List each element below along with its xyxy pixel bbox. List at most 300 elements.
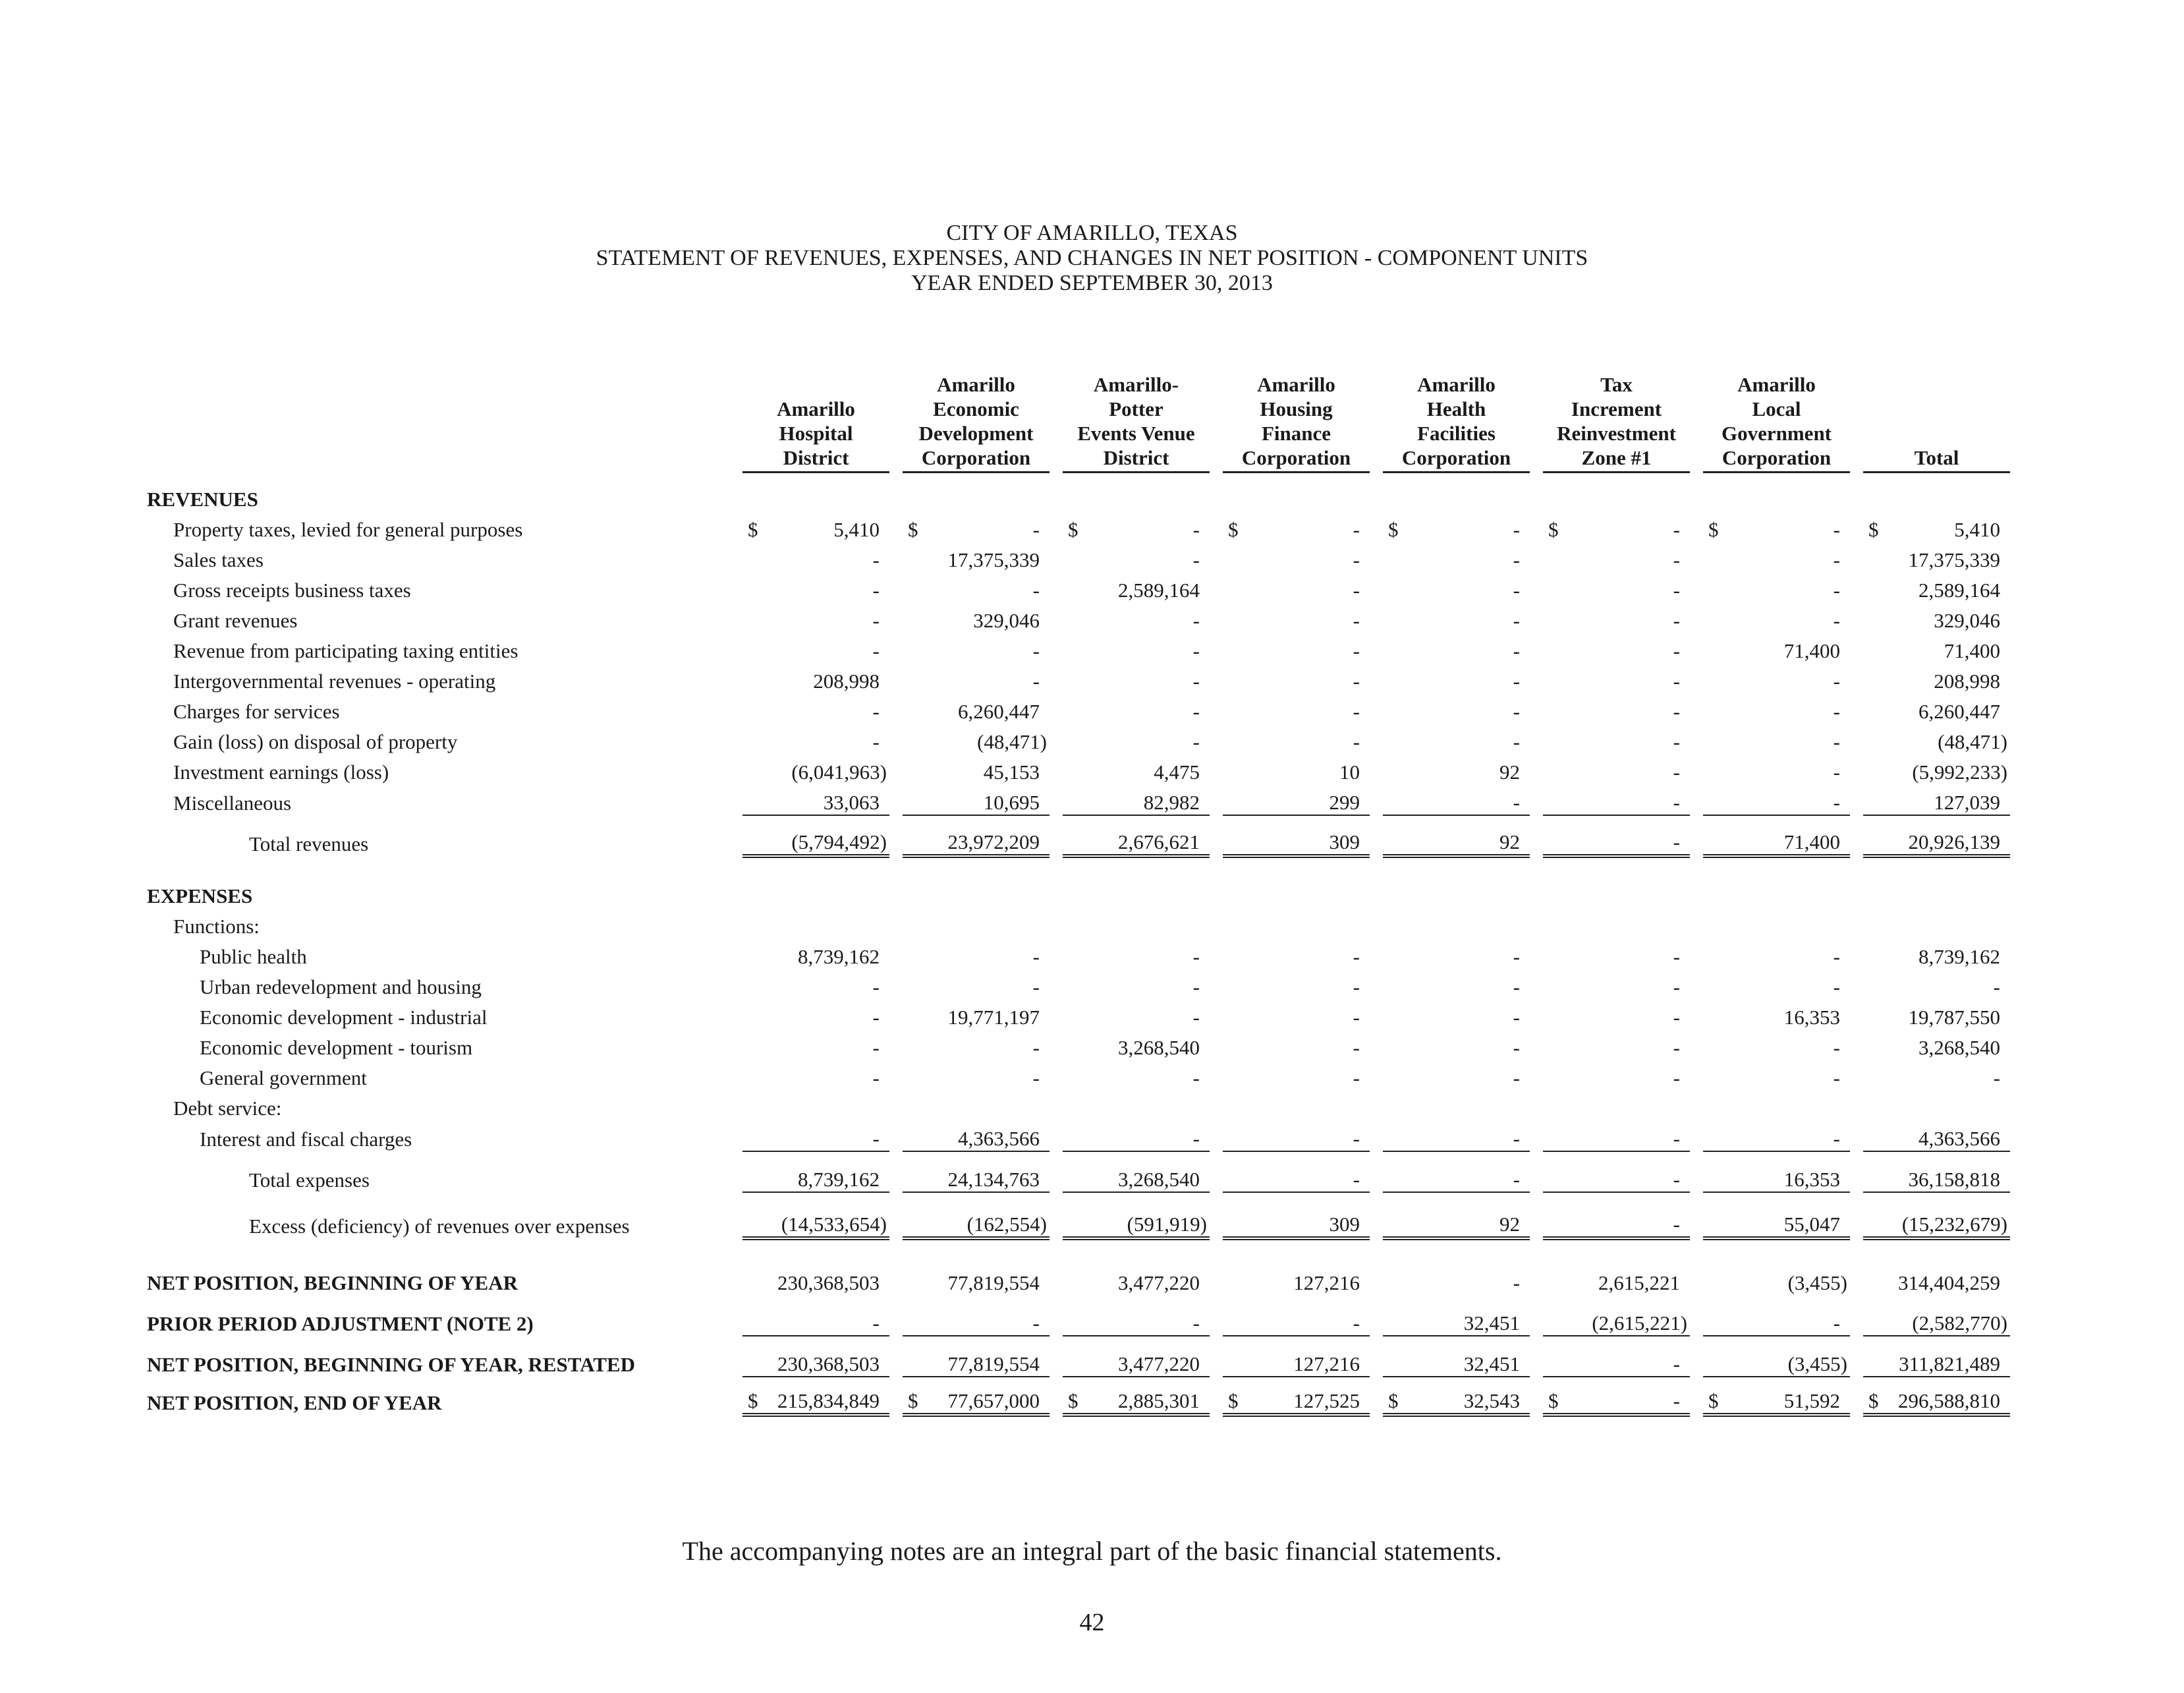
column-gap xyxy=(1210,633,1223,663)
column-gap xyxy=(1370,511,1383,542)
amount-cell xyxy=(922,754,1050,784)
amount-value: - xyxy=(1353,579,1360,602)
currency-symbol xyxy=(903,1029,922,1060)
amount-value: 92 xyxy=(1499,760,1520,784)
currency-symbol xyxy=(1863,663,1883,693)
amount-value: - xyxy=(1032,975,1040,998)
column-gap xyxy=(1210,1238,1223,1295)
amount-value: 2,589,164 xyxy=(1118,579,1200,602)
column-gap xyxy=(1530,1151,1543,1192)
amount-value: - xyxy=(1192,1006,1200,1029)
column-gap xyxy=(1050,815,1063,856)
amount-value: - xyxy=(1673,975,1680,998)
amount-cell xyxy=(922,542,1050,572)
column-gap xyxy=(1690,511,1703,542)
column-gap xyxy=(1690,633,1703,663)
column-gap xyxy=(1530,754,1543,784)
currency-symbol xyxy=(903,754,922,784)
amount-cell xyxy=(1243,542,1370,572)
amount-cell xyxy=(1243,999,1370,1029)
currency-symbol xyxy=(1383,602,1403,633)
column-gap xyxy=(1690,1295,1703,1336)
line-item-label: Charges for services xyxy=(173,700,340,723)
amount-value: - xyxy=(1353,1168,1360,1191)
amount-cell xyxy=(1563,1151,1690,1192)
amount-cell xyxy=(1243,1151,1370,1192)
currency-symbol xyxy=(1063,1151,1082,1192)
currency-symbol xyxy=(1063,572,1082,602)
column-gap xyxy=(1050,542,1063,572)
column-gap xyxy=(1050,1238,1063,1295)
amount-cell xyxy=(922,572,1050,602)
amount-cell xyxy=(762,602,889,633)
column-gap xyxy=(1690,693,1703,724)
currency-symbol xyxy=(1703,754,1723,784)
currency-symbol xyxy=(1703,1295,1723,1336)
amount-value: - xyxy=(1673,1389,1680,1412)
currency-symbol xyxy=(742,999,762,1029)
amount-cell xyxy=(1563,542,1690,572)
amount-cell xyxy=(1883,1151,2010,1192)
amount-cell xyxy=(762,938,889,969)
column-gap xyxy=(1690,1377,1703,1415)
amount-cell xyxy=(1243,602,1370,633)
amount-value: - xyxy=(1673,760,1680,784)
amount-cell xyxy=(1243,572,1370,602)
amount-value: 77,657,000 xyxy=(947,1389,1040,1412)
amount-value: 3,477,220 xyxy=(1118,1352,1200,1375)
column-gap xyxy=(1050,1060,1063,1090)
currency-symbol xyxy=(1223,754,1243,784)
line-item-label: Gross receipts business taxes xyxy=(173,579,411,602)
column-gap xyxy=(889,693,903,724)
column-gap xyxy=(1850,542,1863,572)
column-header-line: Facilities xyxy=(1417,422,1496,445)
column-gap xyxy=(1850,815,1863,856)
column-gap xyxy=(889,815,903,856)
amount-value: - xyxy=(1673,1006,1680,1029)
column-gap xyxy=(1850,938,1863,969)
currency-symbol xyxy=(742,1151,762,1192)
currency-symbol xyxy=(1223,1295,1243,1336)
amount-value: - xyxy=(1192,1311,1200,1334)
column-header-line xyxy=(742,372,889,397)
amount-cell xyxy=(1403,938,1530,969)
column-gap xyxy=(889,1060,903,1090)
column-gap xyxy=(1210,724,1223,754)
column-header-line: Amarillo xyxy=(1737,373,1816,396)
amount-cell xyxy=(762,1060,889,1090)
column-gap xyxy=(889,633,903,663)
currency-symbol xyxy=(1863,754,1883,784)
amount-cell xyxy=(1403,633,1530,663)
column-header-1 xyxy=(903,372,1050,473)
amount-value: - xyxy=(872,730,880,753)
amount-value: 20,926,139 xyxy=(1908,830,2000,853)
amount-value: - xyxy=(1833,1066,1840,1089)
currency-symbol xyxy=(742,1238,762,1295)
column-gap xyxy=(1530,633,1543,663)
amount-cell xyxy=(1243,1060,1370,1090)
currency-symbol xyxy=(1543,724,1563,754)
amount-cell xyxy=(1563,1336,1690,1377)
column-gap xyxy=(1370,572,1383,602)
amount-value: 314,404,259 xyxy=(1898,1271,2000,1294)
amount-value: 6,260,447 xyxy=(958,700,1040,723)
column-gap xyxy=(1210,969,1223,999)
amount-value: (3,455) xyxy=(1787,1271,1847,1294)
column-gap xyxy=(1210,693,1223,724)
amount-cell xyxy=(1243,754,1370,784)
currency-symbol xyxy=(742,724,762,754)
amount-cell xyxy=(1883,724,2010,754)
column-header-line: Tax xyxy=(1600,373,1633,396)
currency-symbol xyxy=(1223,724,1243,754)
amount-cell xyxy=(762,1336,889,1377)
line-item-label: Public health xyxy=(200,945,307,968)
amount-value: 208,998 xyxy=(813,670,880,693)
amount-cell xyxy=(922,815,1050,856)
amount-value: 32,451 xyxy=(1463,1352,1520,1375)
amount-value: 127,216 xyxy=(1293,1271,1360,1294)
amount-value: 5,410 xyxy=(833,518,880,541)
amount-cell xyxy=(1243,511,1370,542)
amount-value: - xyxy=(1513,1006,1520,1029)
amount-value: - xyxy=(1513,1168,1520,1191)
amount-cell xyxy=(1723,1029,1850,1060)
amount-value: 2,589,164 xyxy=(1918,579,2000,602)
amount-cell xyxy=(1082,969,1210,999)
currency-symbol: $ xyxy=(903,1377,922,1415)
amount-cell xyxy=(1883,754,2010,784)
amount-value: - xyxy=(1833,945,1840,968)
amount-value: - xyxy=(1833,700,1840,723)
amount-cell xyxy=(1563,1295,1690,1336)
line-item-row xyxy=(147,1029,2010,1060)
column-header-line: Economic xyxy=(933,397,1019,420)
currency-symbol xyxy=(1703,1120,1723,1151)
column-header-line: Amarillo xyxy=(1257,373,1335,396)
column-gap xyxy=(1050,969,1063,999)
column-header-line: Corporation xyxy=(1401,446,1511,469)
line-item-row xyxy=(147,602,2010,633)
amount-value: - xyxy=(1032,579,1040,602)
currency-symbol xyxy=(1223,693,1243,724)
currency-symbol xyxy=(1223,663,1243,693)
currency-symbol xyxy=(1543,969,1563,999)
amount-value: - xyxy=(1513,730,1520,753)
column-gap xyxy=(1210,1151,1223,1192)
amount-cell xyxy=(1082,754,1210,784)
amount-value: 2,885,301 xyxy=(1118,1389,1200,1412)
currency-symbol xyxy=(1223,542,1243,572)
currency-symbol xyxy=(903,1151,922,1192)
column-gap xyxy=(1050,663,1063,693)
amount-cell xyxy=(1883,1238,2010,1295)
column-header-7 xyxy=(1863,372,2010,473)
amount-value: - xyxy=(1032,1066,1040,1089)
amount-value: - xyxy=(1673,639,1680,662)
amount-value: - xyxy=(1673,1168,1680,1191)
currency-symbol xyxy=(742,784,762,815)
column-gap xyxy=(1690,1151,1703,1192)
amount-cell xyxy=(1723,784,1850,815)
amount-value: - xyxy=(1353,609,1360,632)
currency-symbol xyxy=(1863,602,1883,633)
line-item-row xyxy=(147,815,2010,856)
amount-value: 32,451 xyxy=(1463,1311,1520,1334)
line-item-label: Excess (deficiency) of revenues over expenses xyxy=(249,1215,630,1238)
currency-symbol: $ xyxy=(1708,518,1719,541)
column-header-line xyxy=(1863,421,2010,445)
amount-value: - xyxy=(1673,518,1680,541)
amount-cell xyxy=(1723,693,1850,724)
column-gap xyxy=(1690,1029,1703,1060)
column-gap xyxy=(1530,511,1543,542)
column-gap xyxy=(1210,815,1223,856)
amount-cell xyxy=(1243,969,1370,999)
currency-symbol xyxy=(742,1120,762,1151)
amount-value: 19,787,550 xyxy=(1908,1006,2000,1029)
column-gap xyxy=(1370,1151,1383,1192)
currency-symbol xyxy=(1703,1151,1723,1192)
line-item-row xyxy=(147,1336,2010,1377)
header-gap xyxy=(1850,372,1863,473)
amount-cell xyxy=(1723,572,1850,602)
column-gap xyxy=(1530,693,1543,724)
currency-symbol xyxy=(1703,784,1723,815)
currency-symbol: $ xyxy=(1548,518,1559,541)
currency-symbol xyxy=(742,633,762,663)
amount-value: 10 xyxy=(1339,760,1360,784)
amount-value: (5,794,492) xyxy=(791,830,887,853)
amount-cell xyxy=(1082,1192,1210,1238)
column-header-line: Corporation xyxy=(1722,446,1832,469)
currency-symbol xyxy=(1383,938,1403,969)
page-number: 42 xyxy=(1079,1609,1105,1636)
amount-cell xyxy=(1883,1120,2010,1151)
currency-symbol xyxy=(1863,938,1883,969)
amount-cell xyxy=(1563,602,1690,633)
column-gap xyxy=(1370,1192,1383,1238)
amount-cell xyxy=(762,724,889,754)
amount-value: 10,695 xyxy=(983,791,1040,814)
amount-cell xyxy=(1082,1029,1210,1060)
amount-value: - xyxy=(1513,1036,1520,1059)
currency-symbol xyxy=(1383,815,1403,856)
currency-symbol xyxy=(1543,1029,1563,1060)
amount-cell xyxy=(1243,938,1370,969)
currency-symbol xyxy=(1063,693,1082,724)
amount-value: - xyxy=(1513,975,1520,998)
amount-cell xyxy=(1563,511,1690,542)
currency-symbol xyxy=(1383,633,1403,663)
amount-value: 2,676,621 xyxy=(1118,830,1200,853)
amount-value: - xyxy=(1673,791,1680,814)
column-gap xyxy=(1530,1238,1543,1295)
column-gap xyxy=(889,724,903,754)
column-gap xyxy=(1050,938,1063,969)
currency-symbol xyxy=(903,999,922,1029)
currency-symbol xyxy=(742,1295,762,1336)
currency-symbol xyxy=(903,1295,922,1336)
amount-value: 17,375,339 xyxy=(947,548,1040,571)
amount-cell xyxy=(1563,1377,1690,1415)
amount-cell xyxy=(1403,1377,1530,1415)
column-header-line: Development xyxy=(918,422,1034,445)
column-gap xyxy=(1530,815,1543,856)
column-gap xyxy=(1850,969,1863,999)
column-gap xyxy=(1050,1377,1063,1415)
amount-cell xyxy=(1883,938,2010,969)
column-gap xyxy=(1690,1060,1703,1090)
line-item-row xyxy=(147,1060,2010,1090)
amount-value: 296,588,810 xyxy=(1898,1389,2000,1412)
amount-cell xyxy=(1082,1120,1210,1151)
column-gap xyxy=(1690,815,1703,856)
amount-cell xyxy=(1883,784,2010,815)
column-gap xyxy=(1370,815,1383,856)
line-item-row xyxy=(147,754,2010,784)
amount-cell xyxy=(1723,1151,1850,1192)
amount-value: - xyxy=(1353,518,1360,541)
column-header-6 xyxy=(1703,372,1850,473)
line-item-row xyxy=(147,1377,2010,1415)
amount-cell xyxy=(1563,754,1690,784)
currency-symbol xyxy=(742,969,762,999)
column-header-line: Reinvestment xyxy=(1557,422,1676,445)
amount-cell xyxy=(1563,784,1690,815)
currency-symbol: $ xyxy=(1068,518,1078,541)
amount-value: - xyxy=(872,975,880,998)
currency-symbol xyxy=(1863,633,1883,663)
column-gap xyxy=(1850,1060,1863,1090)
amount-value: 16,353 xyxy=(1783,1006,1840,1029)
currency-symbol xyxy=(1863,1060,1883,1090)
amount-value: - xyxy=(1192,700,1200,723)
amount-cell xyxy=(1403,602,1530,633)
currency-symbol xyxy=(1543,633,1563,663)
amount-value: - xyxy=(1353,730,1360,753)
column-gap xyxy=(1690,1238,1703,1295)
amount-cell xyxy=(922,1377,1050,1415)
line-item-row xyxy=(147,969,2010,999)
line-item-row xyxy=(147,1295,2010,1336)
currency-symbol xyxy=(1703,815,1723,856)
amount-cell xyxy=(1082,693,1210,724)
amount-value: 77,819,554 xyxy=(947,1352,1040,1375)
amount-cell xyxy=(1243,815,1370,856)
amount-cell xyxy=(1563,1060,1690,1090)
column-gap xyxy=(1690,754,1703,784)
amount-value: 8,739,162 xyxy=(798,1168,880,1191)
amount-cell xyxy=(762,1238,889,1295)
amount-value: - xyxy=(1353,1127,1360,1150)
currency-symbol xyxy=(742,602,762,633)
currency-symbol xyxy=(1703,1238,1723,1295)
column-gap xyxy=(1050,724,1063,754)
amount-cell xyxy=(1082,1151,1210,1192)
amount-value: - xyxy=(1673,945,1680,968)
statement-header xyxy=(0,221,2184,296)
currency-symbol xyxy=(1863,1336,1883,1377)
amount-value: - xyxy=(1192,730,1200,753)
amount-cell xyxy=(922,938,1050,969)
amount-value: - xyxy=(1513,700,1520,723)
line-item-row xyxy=(147,1151,2010,1192)
column-header-line: Local xyxy=(1752,397,1801,420)
amount-cell xyxy=(1082,724,1210,754)
currency-symbol xyxy=(1703,633,1723,663)
amount-value: - xyxy=(1833,579,1840,602)
currency-symbol xyxy=(1543,1151,1563,1192)
amount-value: - xyxy=(1833,975,1840,998)
amount-value: 127,525 xyxy=(1293,1389,1360,1412)
amount-value: 16,353 xyxy=(1783,1168,1840,1191)
currency-symbol xyxy=(1863,693,1883,724)
amount-cell xyxy=(762,999,889,1029)
column-header-line: Amarillo xyxy=(1417,373,1496,396)
column-header-line: Total xyxy=(1914,446,1959,469)
amount-cell xyxy=(1883,693,2010,724)
amount-cell xyxy=(1082,1238,1210,1295)
line-item-row xyxy=(147,572,2010,602)
section-heading-row xyxy=(147,473,2010,512)
column-gap xyxy=(1850,602,1863,633)
currency-symbol xyxy=(1863,1151,1883,1192)
amount-value: 299 xyxy=(1329,791,1360,814)
amount-cell xyxy=(1403,724,1530,754)
column-gap xyxy=(1530,969,1543,999)
amount-value: 3,477,220 xyxy=(1118,1271,1200,1294)
currency-symbol xyxy=(1703,1192,1723,1238)
amount-value: - xyxy=(1192,1127,1200,1150)
column-gap xyxy=(1370,542,1383,572)
currency-symbol xyxy=(903,633,922,663)
amount-value: - xyxy=(1192,975,1200,998)
amount-cell xyxy=(1563,1238,1690,1295)
column-header-line: Corporation xyxy=(1241,446,1351,469)
amount-cell xyxy=(1082,633,1210,663)
column-gap xyxy=(1530,663,1543,693)
amount-cell xyxy=(1243,1336,1370,1377)
amount-cell xyxy=(1723,938,1850,969)
column-gap xyxy=(1210,1336,1223,1377)
header-gap xyxy=(1370,372,1383,473)
amount-value: - xyxy=(1513,791,1520,814)
amount-value: - xyxy=(1673,700,1680,723)
column-gap xyxy=(1050,1029,1063,1060)
amount-cell xyxy=(1403,1151,1530,1192)
column-gap xyxy=(1370,1336,1383,1377)
column-gap xyxy=(1850,1377,1863,1415)
amount-value: 36,158,818 xyxy=(1908,1168,2000,1191)
currency-symbol: $ xyxy=(1383,1377,1403,1415)
amount-value: - xyxy=(1032,945,1040,968)
amount-value: - xyxy=(1673,1352,1680,1375)
column-gap xyxy=(1370,1377,1383,1415)
amount-value: (14,533,654) xyxy=(781,1213,887,1236)
amount-value: 92 xyxy=(1499,1213,1520,1236)
amount-value: 71,400 xyxy=(1944,639,2000,662)
column-gap xyxy=(889,511,903,542)
currency-symbol xyxy=(1063,1295,1082,1336)
currency-symbol xyxy=(1543,602,1563,633)
amount-value: - xyxy=(1192,1066,1200,1089)
column-gap xyxy=(1850,1120,1863,1151)
column-gap xyxy=(1850,784,1863,815)
currency-symbol xyxy=(1223,602,1243,633)
